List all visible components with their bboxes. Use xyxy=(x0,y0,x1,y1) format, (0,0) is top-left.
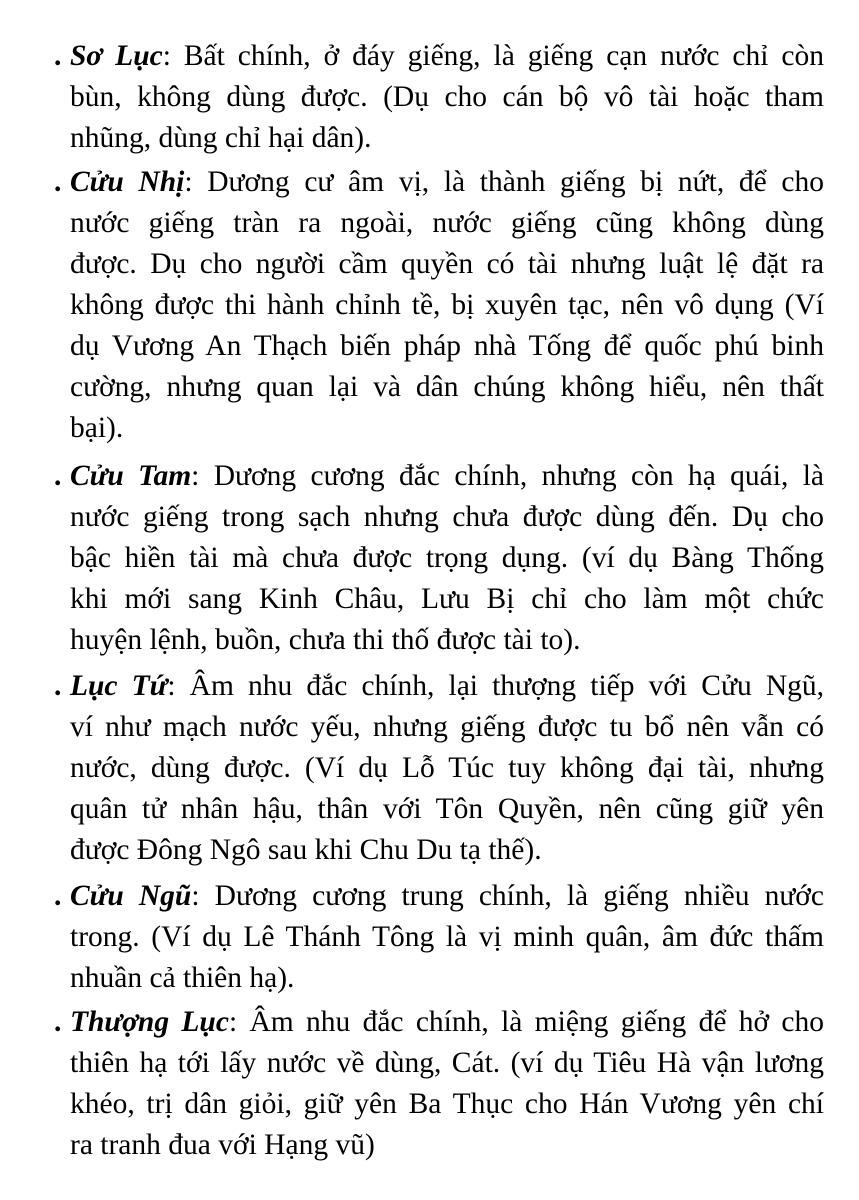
entry-line: không được thi hành chỉnh tề, bị xuyên tạc, nên vô dụng (Ví xyxy=(70,289,824,321)
entry-line xyxy=(70,876,824,917)
entry-line: khi mới sang Kinh Châu, Lưu Bị chỉ cho làm một chức xyxy=(70,583,824,615)
entry-text: : Bất chính, ở đáy giếng, là giếng cạn nước chỉ còn xyxy=(162,40,825,72)
entry-line: dụ Vương An Thạch biến pháp nhà Tống để quốc phú binh xyxy=(70,330,824,362)
entry-line: bùn, không dùng được. (Dụ cho cán bộ vô tài hoặc tham xyxy=(70,81,824,113)
entry-term: Cửu Nhị xyxy=(70,166,185,198)
entry-line: bậc hiền tài mà chưa được trọng dụng. (ví dụ Bàng Thống xyxy=(70,542,824,574)
bullet-marker: . xyxy=(54,670,62,702)
entry-line: trong. (Ví dụ Lê Thánh Tông là vị minh quân, âm đức thấm xyxy=(70,921,824,953)
entry-line: khéo, trị dân giỏi, giữ yên Ba Thục cho Hán Vương yên chí xyxy=(70,1088,824,1120)
entry-term: Cửu Tam xyxy=(70,460,192,492)
entry-text: : Dương cương trung chính, là giếng nhiều nước xyxy=(191,880,825,912)
entry-thuong-luc xyxy=(54,1002,825,1166)
entry-line: nước giếng tràn ra ngoài, nước giếng cũng không dùng xyxy=(70,207,824,239)
entry-line xyxy=(70,666,824,707)
entry-line xyxy=(70,36,824,77)
bullet-marker: . xyxy=(54,1006,62,1038)
entry-line xyxy=(70,1002,824,1043)
entry-line xyxy=(70,162,824,203)
entry-text: : Dương cư âm vị, là thành giếng bị nứt, để cho xyxy=(184,166,825,198)
entry-cuu-nhi xyxy=(54,162,825,449)
entry-term: Cửu Ngũ xyxy=(70,880,192,912)
entry-line: huyện lệnh, buồn, chưa thi thố được tài to). xyxy=(70,624,581,656)
entry-line: thiên hạ tới lấy nước về dùng, Cát. (ví dụ Tiêu Hà vận lương xyxy=(70,1047,824,1079)
entry-cuu-tam xyxy=(54,456,824,661)
entry-line: ra tranh đua với Hạng vũ) xyxy=(70,1129,375,1161)
bullet-marker: . xyxy=(54,166,62,198)
entry-text: : Âm nhu đắc chính, là miệng giếng để hở cho xyxy=(228,1006,825,1038)
entry-so-luc xyxy=(54,36,825,159)
entry-line: cường, nhưng quan lại và dân chúng không hiểu, nên thất xyxy=(70,371,824,403)
entry-line: được. Dụ cho người cầm quyền có tài nhưng luật lệ đặt ra xyxy=(70,248,824,280)
entry-line: nước giếng trong sạch nhưng chưa được dùng đến. Dụ cho xyxy=(70,501,824,533)
entry-line: nước, dùng được. (Ví dụ Lỗ Túc tuy không đại tài, nhưng xyxy=(70,752,824,784)
bullet-marker: . xyxy=(54,40,62,72)
entry-term: Thượng Lục xyxy=(70,1006,229,1038)
entry-text: : Âm nhu đắc chính, lại thượng tiếp với Cửu Ngũ, xyxy=(167,670,824,702)
entry-line: nhũng, dùng chỉ hại dân). xyxy=(70,122,372,154)
entry-term: Sơ Lục xyxy=(70,40,163,72)
entry-line: bại). xyxy=(70,412,124,444)
entry-line: quân tử nhân hậu, thân với Tôn Quyền, nên cũng giữ yên xyxy=(70,793,824,825)
entry-line: nhuần cả thiên hạ). xyxy=(70,962,295,994)
entry-term: Lục Tứ xyxy=(70,670,168,702)
bullet-marker: . xyxy=(54,460,62,492)
entry-cuu-ngu xyxy=(54,876,825,999)
entry-line xyxy=(70,456,824,497)
entry-luc-tu xyxy=(54,666,824,871)
bullet-marker: . xyxy=(54,880,62,912)
entry-line: ví như mạch nước yếu, nhưng giếng được tu bổ nên vẫn có xyxy=(70,711,824,743)
entry-line: được Đông Ngô sau khi Chu Du tạ thế). xyxy=(70,834,542,866)
entry-text: : Dương cương đắc chính, nhưng còn hạ quái, là xyxy=(191,460,824,492)
